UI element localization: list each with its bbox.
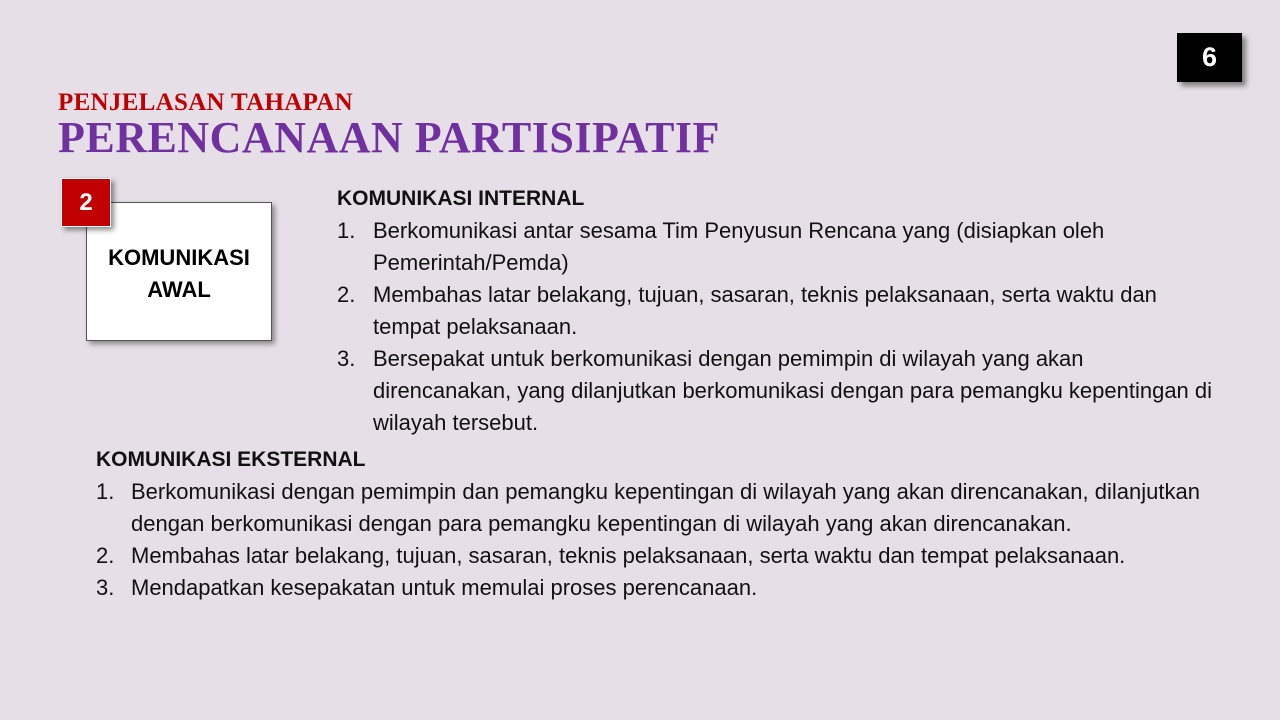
list-item: [337, 279, 1217, 343]
external-list: [96, 476, 1216, 604]
list-item-number: 2.: [337, 282, 356, 307]
list-item-text: Bersepakat untuk berkomunikasi dengan pemimpin di wilayah yang akan direncanakan, yang dilanjutkan berkomunikasi dengan para pemangku kepentingan di wilayah tersebut.: [373, 346, 1213, 435]
list-item-text: Berkomunikasi antar sesama Tim Penyusun Rencana yang (disiapkan oleh Pemerintah/Pemda): [373, 218, 1105, 275]
list-item-text: Berkomunikasi dengan pemimpin dan pemangku kepentingan di wilayah yang akan direncanakan, dilanjutkan dengan berkomunikasi dengan para pemangku kepentingan di wilayah yang akan direncanakan.: [131, 479, 1200, 536]
list-item: [96, 572, 1216, 604]
internal-list: [337, 215, 1217, 439]
step-label-line1: KOMUNIKASI: [108, 244, 250, 270]
internal-communication-section: [337, 183, 1217, 439]
list-item: [337, 215, 1217, 279]
external-communication-section: [96, 444, 1216, 604]
list-item-number: 3.: [96, 575, 115, 600]
page-number-badge: 6: [1177, 33, 1242, 82]
external-heading: KOMUNIKASI EKSTERNAL: [96, 448, 366, 471]
internal-heading: KOMUNIKASI INTERNAL: [337, 187, 585, 210]
list-item-number: 1.: [337, 218, 356, 243]
slide-subtitle: PENJELASAN TAHAPAN: [58, 89, 354, 116]
step-label-box: [86, 202, 272, 341]
list-item-number: 2.: [96, 543, 115, 568]
list-item: [96, 476, 1216, 540]
list-item-number: 1.: [96, 479, 115, 504]
list-item: [96, 540, 1216, 572]
list-item-text: Mendapatkan kesepakatan untuk memulai proses perencanaan.: [131, 575, 758, 600]
list-item-text: Membahas latar belakang, tujuan, sasaran, teknis pelaksanaan, serta waktu dan tempat pelaksanaan.: [373, 282, 1157, 339]
slide-title: PERENCANAAN PARTISIPATIF: [58, 113, 720, 162]
list-item-number: 3.: [337, 346, 356, 371]
step-label-line2: AWAL: [147, 276, 211, 302]
list-item-text: Membahas latar belakang, tujuan, sasaran, teknis pelaksanaan, serta waktu dan tempat pelaksanaan.: [131, 543, 1126, 568]
list-item: [337, 343, 1217, 439]
step-number-badge: 2: [61, 178, 111, 227]
